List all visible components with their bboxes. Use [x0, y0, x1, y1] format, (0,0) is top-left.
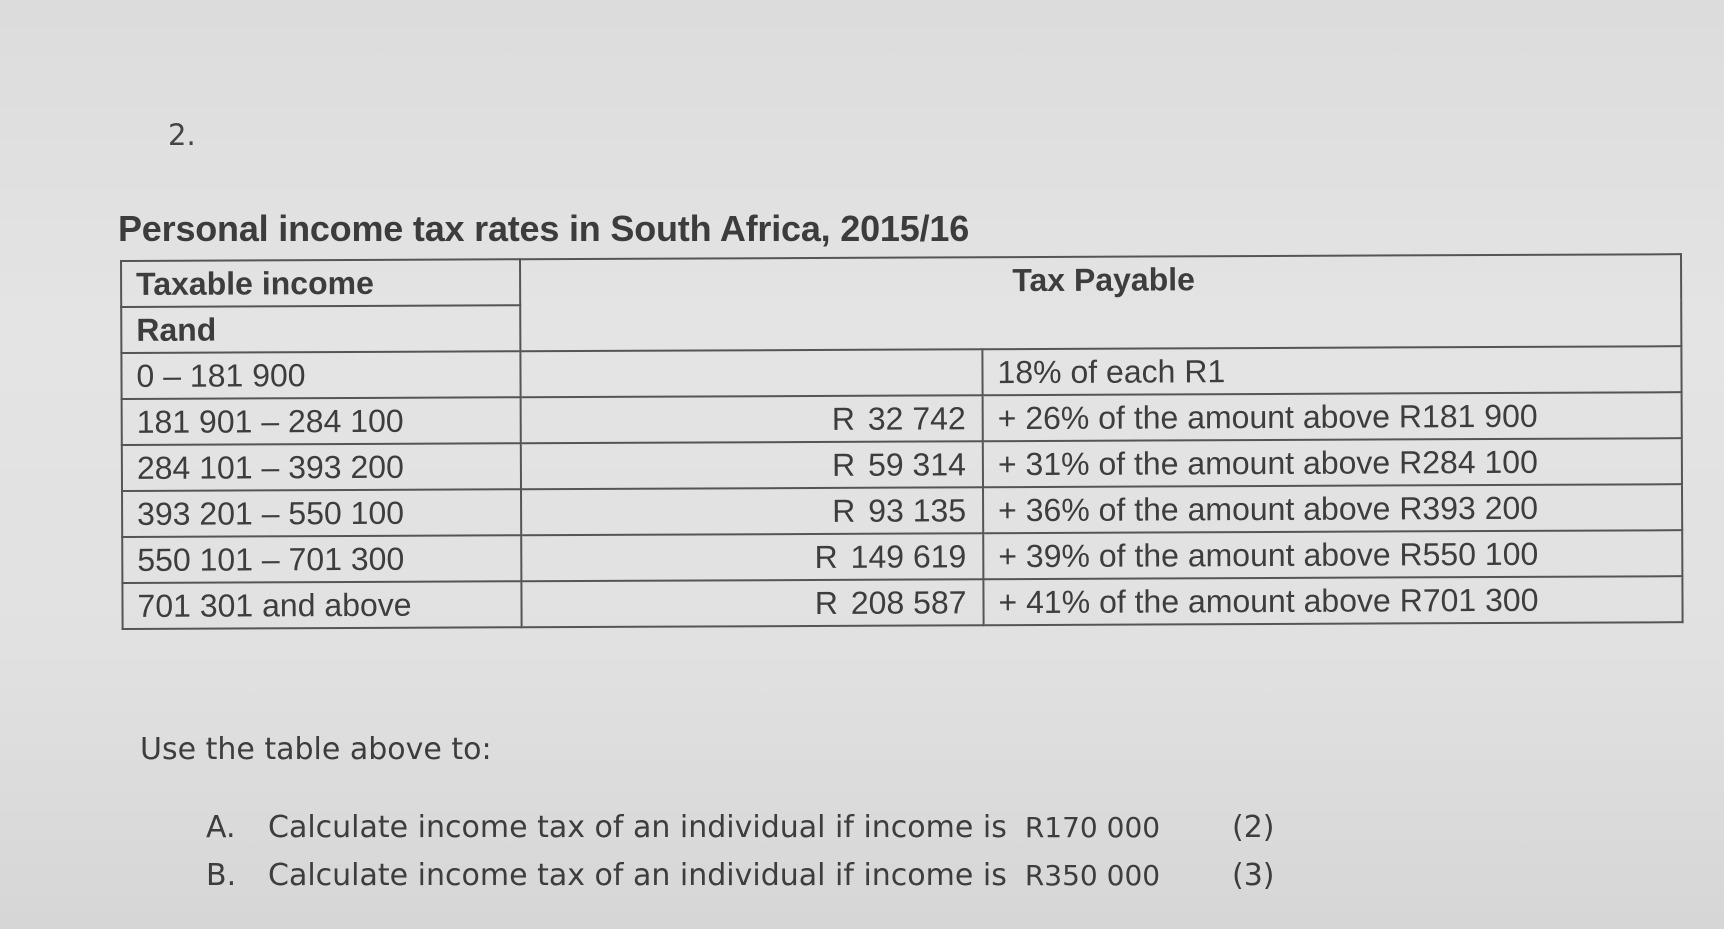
income-bracket: 284 101 – 393 200: [122, 443, 521, 491]
question-text: Calculate income tax of an individual if income is: [268, 810, 1007, 845]
base-tax-currency: R: [832, 492, 856, 529]
base-tax: [521, 487, 983, 535]
base-tax-amount: 208 587: [850, 583, 967, 621]
header-taxable-income: Taxable income: [121, 259, 520, 307]
question-amount: R350 000: [1024, 859, 1161, 892]
table-row: [122, 438, 1682, 491]
base-tax-amount: 149 619: [850, 537, 967, 575]
marginal-rate: 18% of each R1: [982, 346, 1681, 395]
base-tax: [521, 579, 983, 627]
marginal-rate: + 31% of the amount above R284 100: [983, 438, 1682, 487]
question-amount: R170 000: [1024, 811, 1161, 844]
question-b: [206, 858, 1160, 893]
marginal-rate: + 41% of the amount above R701 300: [983, 576, 1682, 625]
base-tax-amount: 93 135: [868, 491, 967, 529]
question-number: 2.: [168, 118, 196, 152]
question-a-marks: (2): [1232, 810, 1275, 845]
question-letter: A.: [206, 810, 236, 845]
marginal-rate: + 39% of the amount above R550 100: [983, 530, 1682, 579]
income-bracket: 181 901 – 284 100: [122, 397, 521, 445]
income-bracket: 550 101 – 701 300: [122, 535, 521, 583]
question-letter: B.: [206, 858, 237, 893]
header-tax-payable: Tax Payable: [520, 254, 1681, 351]
marginal-rate: + 26% of the amount above R181 900: [983, 392, 1682, 441]
question-text: Calculate income tax of an individual if income is: [268, 858, 1007, 893]
table-title: Personal income tax rates in South Africa, 2015/16: [118, 208, 970, 249]
income-bracket: 393 201 – 550 100: [122, 489, 521, 537]
income-bracket: 701 301 and above: [122, 581, 521, 629]
marginal-rate: + 36% of the amount above R393 200: [983, 484, 1682, 533]
base-tax-amount: 32 742: [867, 399, 966, 437]
table-row: [121, 346, 1681, 399]
instruction-text: Use the table above to:: [140, 732, 492, 767]
table-row: [122, 484, 1682, 537]
base-tax-currency: R: [831, 400, 856, 437]
base-tax: [521, 395, 983, 443]
table-row: [122, 576, 1682, 629]
base-tax: [520, 349, 982, 397]
tax-rate-table: [120, 253, 1684, 630]
table-row: [122, 392, 1682, 445]
base-tax: [521, 441, 983, 489]
question-a: [206, 810, 1160, 845]
income-bracket: 0 – 181 900: [121, 351, 520, 399]
base-tax-amount: 59 314: [867, 445, 966, 483]
table-row: [122, 530, 1682, 583]
base-tax-currency: R: [831, 446, 856, 483]
header-rand: Rand: [121, 305, 520, 353]
base-tax: [521, 533, 983, 581]
base-tax-currency: R: [814, 584, 839, 621]
table-header-row: [121, 254, 1681, 307]
base-tax-currency: R: [814, 538, 838, 575]
question-b-marks: (3): [1232, 858, 1275, 893]
